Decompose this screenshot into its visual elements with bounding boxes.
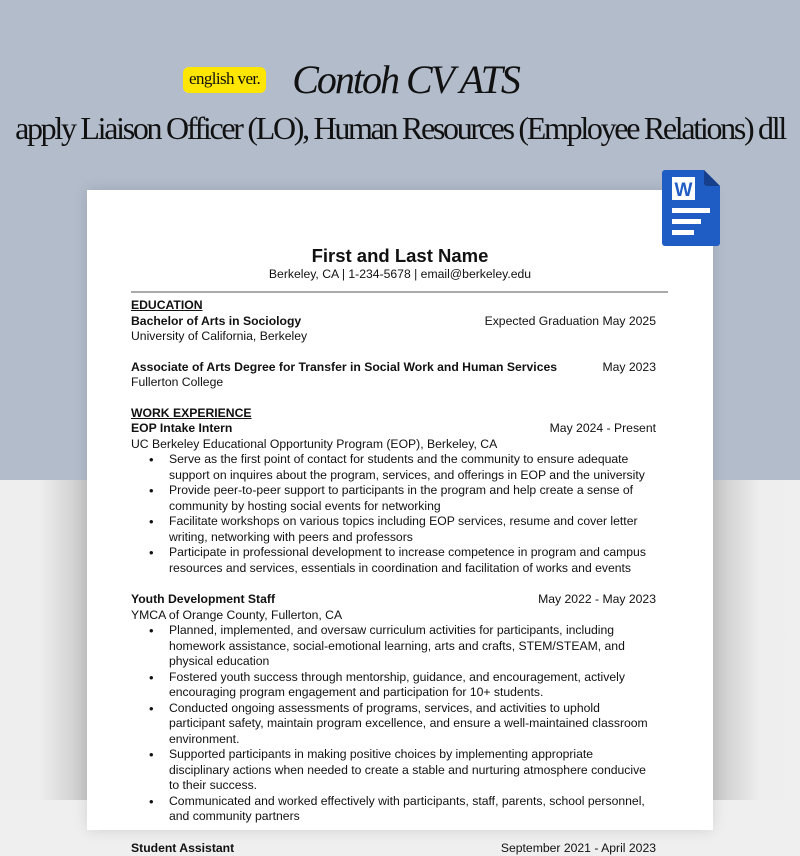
education-entry — [131, 360, 656, 391]
job-date: May 2024 - Present — [550, 421, 656, 437]
microsoft-word-icon — [662, 170, 720, 246]
job-organization: YMCA of Orange County, Fullerton, CA — [131, 608, 656, 624]
school-name: Fullerton College — [131, 375, 656, 391]
bullet-item: • Planned, implemented, and oversaw curriculum activities for participants, including homework assistance, social-emotional learning, arts and crafts, STEM/STEAM, and physical education — [169, 623, 656, 670]
cv-name: First and Last Name — [87, 245, 713, 267]
bullet-item: • Conducted ongoing assessments of programs, services, and activities to uphold participant safety, maintain program excellence, and ensure a well-maintained classroom environment. — [169, 701, 656, 748]
job-date: September 2021 - April 2023 — [501, 841, 656, 856]
bullet-item: • Fostered youth success through mentorship, guidance, and encouragement, actively encouraging program engagement and participation for 10+ students. — [169, 670, 656, 701]
school-name: University of California, Berkeley — [131, 329, 656, 345]
bullet-item: • Communicated and worked effectively with participants, staff, parents, school personnel, and community partners — [169, 794, 656, 825]
degree-date: May 2023 — [602, 360, 656, 376]
spacer — [131, 391, 656, 406]
cv-document-page — [87, 190, 713, 830]
experience-entry — [131, 592, 656, 825]
job-organization: UC Berkeley Educational Opportunity Program (EOP), Berkeley, CA — [131, 437, 656, 453]
spacer — [131, 345, 656, 360]
job-title: EOP Intake Intern — [131, 421, 232, 437]
degree-title: Bachelor of Arts in Sociology — [131, 314, 301, 330]
job-title: Student Assistant — [131, 841, 234, 856]
experience-entry — [131, 421, 656, 576]
job-bullets — [131, 623, 656, 825]
header-divider — [131, 291, 668, 293]
job-date: May 2022 - May 2023 — [538, 592, 656, 608]
degree-date: Expected Graduation May 2025 — [485, 314, 656, 330]
section-heading-education: EDUCATION — [131, 298, 656, 314]
language-badge: english ver. — [183, 67, 266, 93]
page-subtitle: apply Liaison Officer (LO), Human Resources (Employee Relations) dll — [0, 108, 800, 148]
cv-body — [131, 298, 656, 856]
section-heading-work-experience: WORK EXPERIENCE — [131, 406, 656, 422]
bullet-item: • Serve as the first point of contact for students and the community to ensure adequate support on inquires about the program, services, and offerings in EOP and the university — [169, 452, 656, 483]
word-letter-w: W — [675, 180, 693, 201]
spacer — [131, 576, 656, 592]
education-entry — [131, 314, 656, 345]
bullet-item: • Provide peer-to-peer support to participants in the program and help create a sense of community by hosting social events for networking — [169, 483, 656, 514]
job-bullets — [131, 452, 656, 576]
bullet-item: • Facilitate workshops on various topics including EOP services, resume and cover letter writing, networking with peers and professors — [169, 514, 656, 545]
bullet-item: • Participate in professional development to increase competence in program and campus resources and services, essentials in coordination and facilitation of works and events — [169, 545, 656, 576]
degree-title: Associate of Arts Degree for Transfer in Social Work and Human Services — [131, 360, 557, 376]
spacer — [131, 825, 656, 841]
bullet-item: • Supported participants in making positive choices by implementing appropriate disciplinary actions when needed to create a stable and nurturing atmosphere conducive to their success. — [169, 747, 656, 794]
job-title: Youth Development Staff — [131, 592, 275, 608]
page-title: Contoh CV ATS — [292, 58, 519, 102]
cv-contact: Berkeley, CA | 1-234-5678 | email@berkeley.edu — [87, 267, 713, 283]
heading-row — [183, 58, 519, 102]
experience-entry — [131, 841, 656, 856]
